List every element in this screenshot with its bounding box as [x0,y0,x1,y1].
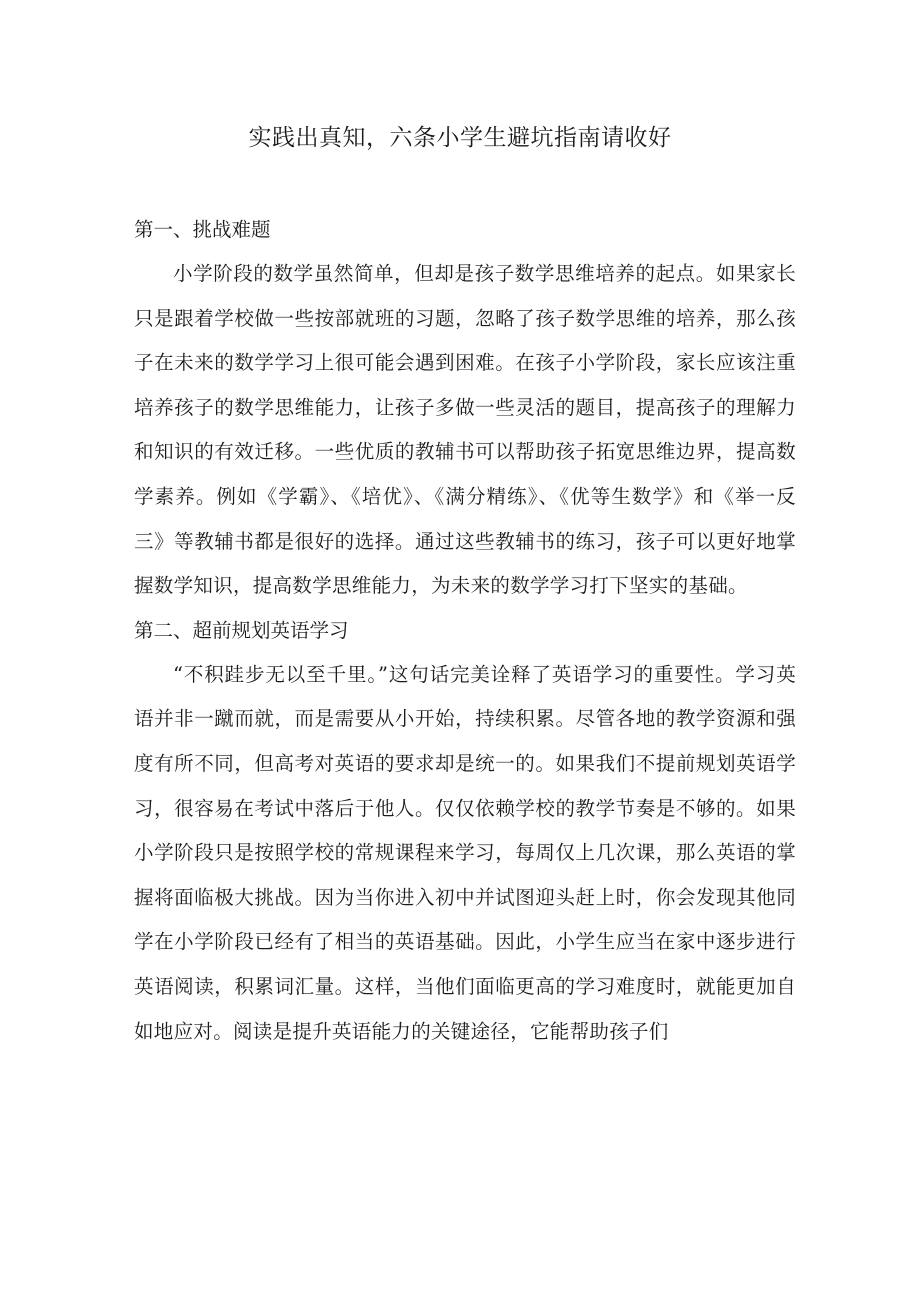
document-title: 实践出真知，六条小学生避坑指南请收好 [248,125,672,151]
section-2 [134,609,796,1054]
section-paragraph: “不积跬步无以至千里。”这句话完美诠释了英语学习的重要性。学习英语并非一蹴而就，而是需要从小开始，持续积累。尽管各地的教学资源和强度有所不同，但高考对英语的要求却是统一的。如果我们不提前规划英语学习，很容易在考试中落后于他人。仅仅依赖学校的教学节奏是不够的。如果小学阶段只是按照学校的常规课程来学习，每周仅上几次课，那么英语的掌握将面临极大挑战。因为当你进入初中并试图迎头赶上时，你会发现其他同学在小学阶段已经有了相当的英语基础。因此，小学生应当在家中逐步进行英语阅读，积累词汇量。这样，当他们面临更高的学习难度时，就能更加自如地应对。阅读是提升英语能力的关键途径，它能帮助孩子们 [134,662,796,1043]
section-paragraph: 小学阶段的数学虽然简单，但却是孩子数学思维培养的起点。如果家长只是跟着学校做一些按部就班的习题，忽略了孩子数学思维的培养，那么孩子在未来的数学学习上很可能会遇到困难。在孩子小学阶段，家长应该注重培养孩子的数学思维能力，让孩子多做一些灵活的题目，提高孩子的理解力和知识的有效迁移。一些优质的教辅书可以帮助孩子拓宽思维边界，提高数学素养。例如《学霸》、《培优》、《满分精练》、《优等生数学》和《举一反三》等教辅书都是很好的选择。通过这些教辅书的练习，孩子可以更好地掌握数学知识，提高数学思维能力，为未来的数学学习打下坚实的基础。 [134,262,796,598]
section-heading: 第一、挑战难题 [134,218,271,241]
section-heading: 第二、超前规划英语学习 [134,618,349,642]
section-1 [134,208,796,609]
document-body [134,208,796,1054]
